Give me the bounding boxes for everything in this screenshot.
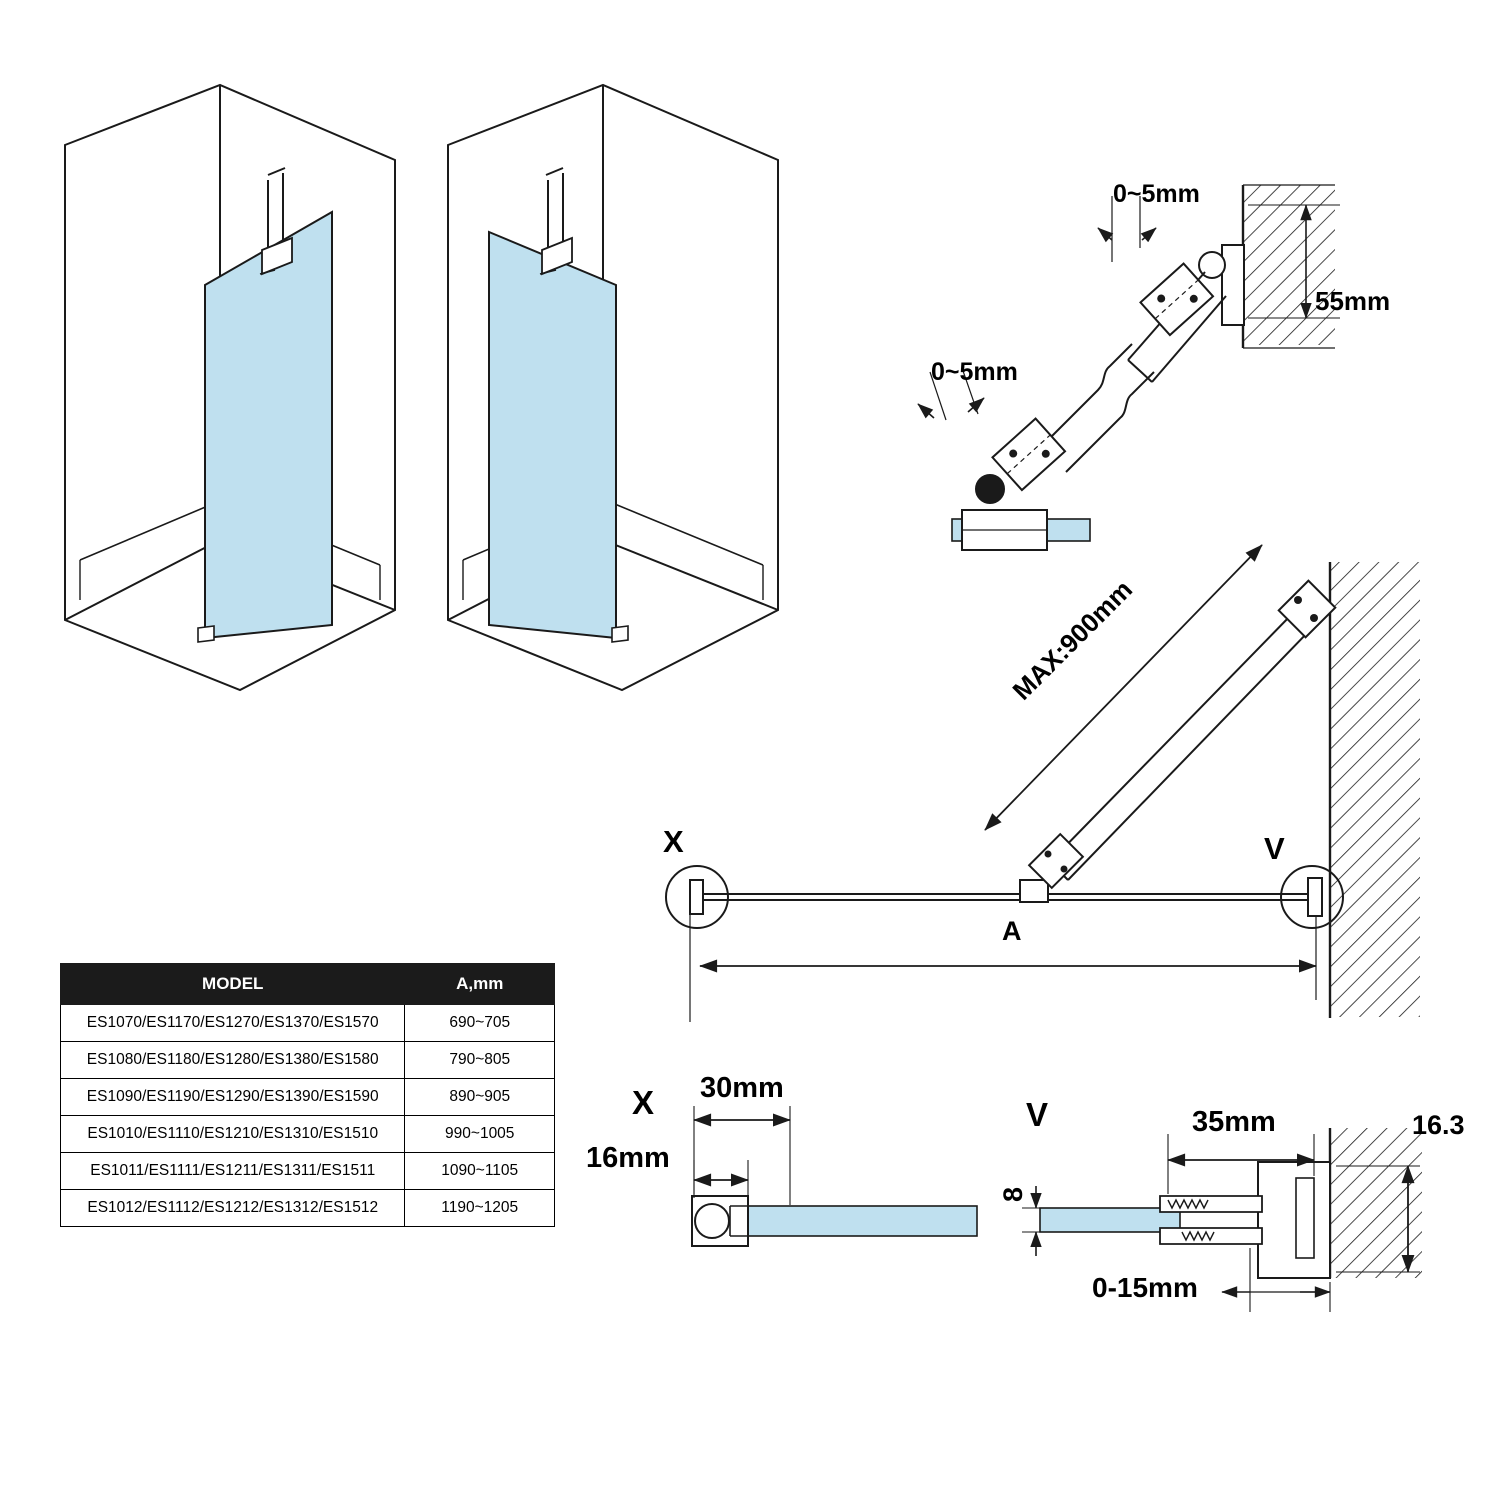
table-cell-model: ES1010/ES1110/ES1210/ES1310/ES1510 [61, 1116, 405, 1153]
label-plan-x-marker: X [663, 824, 684, 859]
table-header-model: MODEL [61, 964, 405, 1005]
detail-x-profile [692, 1106, 977, 1246]
table-cell-a: 990~1005 [405, 1116, 555, 1153]
table-cell-model: ES1070/ES1170/ES1270/ES1370/ES1570 [61, 1005, 405, 1042]
table-cell-model: ES1012/ES1112/ES1212/ES1312/ES1512 [61, 1190, 405, 1227]
table-cell-model: ES1090/ES1190/ES1290/ES1390/ES1590 [61, 1079, 405, 1116]
detail-v-profile [1022, 1128, 1422, 1312]
label-bracket-gap-lower: 0~5mm [931, 358, 1018, 386]
table-row [61, 1079, 555, 1116]
label-detail-v-marker: V [1026, 1096, 1049, 1133]
table-cell-a: 690~705 [405, 1005, 555, 1042]
label-profile-v-height: 16.3 [1412, 1110, 1465, 1140]
label-profile-x-inner: 16mm [586, 1142, 670, 1174]
table-cell-a: 1190~1205 [405, 1190, 555, 1227]
label-plan-v-marker: V [1264, 831, 1285, 866]
perspective-view-right [448, 85, 778, 690]
label-bracket-gap-top: 0~5mm [1113, 180, 1200, 208]
table-header-row [61, 964, 555, 1005]
perspective-view-left [65, 85, 395, 690]
label-detail-x-marker: X [632, 1084, 655, 1121]
label-wall-adjust: 0-15mm [1092, 1272, 1198, 1303]
label-profile-v-width: 35mm [1192, 1106, 1276, 1138]
table-cell-a: 1090~1105 [405, 1153, 555, 1190]
table-row [61, 1153, 555, 1190]
plan-view [666, 545, 1420, 1022]
table-cell-model: ES1011/ES1111/ES1211/ES1311/ES1511 [61, 1153, 405, 1190]
label-profile-x-outer: 30mm [700, 1072, 784, 1104]
label-plan-width-a: A [1002, 916, 1022, 946]
label-wall-plate-height: 55mm [1315, 286, 1391, 316]
table-cell-a: 890~905 [405, 1079, 555, 1116]
table-cell-model: ES1080/ES1180/ES1280/ES1380/ES1580 [61, 1042, 405, 1079]
model-dimension-table [60, 963, 555, 1227]
table-row [61, 1042, 555, 1079]
label-glass-thickness: 8 [998, 1186, 1028, 1202]
table-cell-a: 790~805 [405, 1042, 555, 1079]
table-row [61, 1190, 555, 1227]
table-row [61, 1116, 555, 1153]
table-row [61, 1005, 555, 1042]
table-header-a: A,mm [405, 964, 555, 1005]
label-bar-max-length: MAX:900mm [1006, 574, 1139, 706]
